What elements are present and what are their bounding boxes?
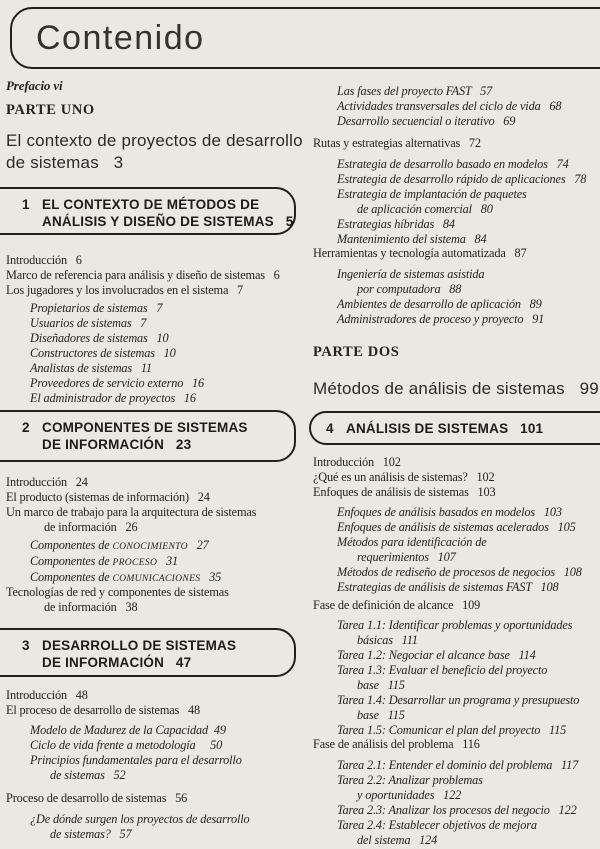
toc-line: Ingeniería de sistemas asistida: [337, 267, 485, 281]
toc-line: Componentes de CONOCIMIENTO 27: [30, 538, 209, 552]
toc-line: Tarea 1.5: Comunicar el plan del proyecto 115: [337, 723, 567, 737]
toc-group: [313, 157, 598, 247]
toc-line: de aplicación comercial 80: [357, 202, 493, 216]
chapter-number: 1: [22, 197, 30, 212]
toc-line: Propietarios de sistemas 7: [30, 301, 163, 315]
toc-line: Tarea 2.2: Analizar problemas: [337, 773, 483, 787]
toc-line: Tarea 2.4: Establecer objetivos de mejora: [337, 818, 537, 832]
part-label: [6, 103, 300, 118]
small-caps-term: COMUNICACIONES: [112, 573, 201, 584]
toc-line: Componentes de COMUNICACIONES 35: [30, 570, 222, 584]
toc-group: [6, 688, 300, 718]
toc-group: [313, 455, 598, 500]
toc-line: de información 26: [44, 520, 138, 534]
toc-group: [6, 723, 300, 783]
toc-line: Fase de definición de alcance 109: [313, 598, 481, 612]
toc-line: de información 38: [44, 600, 138, 614]
toc-line: Un marco de trabajo para la arquitectura de sistemas: [6, 505, 257, 519]
toc-line: Constructores de sistemas 10: [30, 346, 176, 360]
toc-line: Tarea 1.1: Identificar problemas y oportunidades: [337, 618, 573, 632]
chapter-heading: [0, 187, 296, 235]
toc-line: del sistema 124: [357, 833, 438, 847]
chapter-number: 4: [326, 421, 334, 436]
toc-line: Principios fundamentales para el desarrollo: [30, 753, 242, 767]
toc-line: Estrategias híbridas 84: [337, 217, 455, 231]
toc-line: Tarea 1.2: Negociar el alcance base 114: [337, 648, 536, 662]
toc-group: [313, 136, 598, 151]
chapter-title: [42, 637, 236, 671]
toc-group: [313, 618, 598, 738]
toc-line: Actividades transversales del ciclo de vida 68: [337, 99, 562, 113]
toc-group: [313, 246, 598, 261]
toc-line: Enfoques de análisis de sistemas acelerados 105: [337, 520, 576, 534]
toc-line: PARTE DOS: [313, 344, 400, 360]
toc-line: Mantenimiento del sistema 84: [337, 232, 487, 246]
toc-line: Estrategia de implantación de paquetes: [337, 187, 527, 201]
toc-group: [6, 585, 300, 615]
toc-line: PARTE UNO: [6, 102, 95, 118]
toc-line: Estrategia de desarrollo rápido de aplicaciones 78: [337, 172, 587, 186]
page-title: Contenido: [36, 19, 205, 57]
toc-line: El contexto de proyectos de desarrollo: [6, 131, 303, 150]
toc-line: Tecnologías de red y componentes de sistemas: [6, 585, 229, 599]
chapter-title-line: EL CONTEXTO DE MÉTODOS DE: [42, 197, 260, 212]
part-title: [6, 130, 303, 174]
part-title: [313, 378, 598, 400]
toc-line: Herramientas y tecnología automatizada 87: [313, 246, 527, 260]
toc-line: Tarea 1.3: Evaluar el beneficio del proyecto: [337, 663, 548, 677]
toc-group: [6, 475, 300, 535]
toc-column-left: [6, 0, 303, 849]
toc-line: Métodos para identificación de: [337, 535, 487, 549]
toc-group: [313, 737, 598, 752]
prefacio-entry: [6, 78, 300, 93]
chapter-number: 2: [22, 420, 30, 435]
toc-line: Tarea 2.1: Entender el dominio del problema 117: [337, 758, 579, 772]
toc-line: Rutas y estrategias alternativas 72: [313, 136, 481, 150]
toc-group: [313, 758, 598, 848]
toc-line: Proveedores de servicio externo 16: [30, 376, 204, 390]
toc-line: Métodos de análisis de sistemas 99: [313, 379, 599, 398]
toc-line: por computadora 88: [357, 282, 462, 296]
toc-line: base 115: [357, 678, 405, 692]
toc-line: Ciclo de vida frente a metodología 50: [30, 738, 223, 752]
toc-line: base 115: [357, 708, 405, 722]
toc-group: [6, 538, 300, 586]
chapter-heading: [309, 411, 600, 445]
small-caps-term: CONOCIMIENTO: [112, 541, 188, 552]
chapter-title-line: ANÁLISIS Y DISEÑO DE SISTEMAS 5: [42, 214, 294, 229]
toc-line: Modelo de Madurez de la Capacidad 49: [30, 723, 226, 737]
toc-line: Introducción 102: [313, 455, 401, 469]
toc-line: El administrador de proyectos 16: [30, 391, 196, 405]
chapter-title-line: DESARROLLO DE SISTEMAS: [42, 638, 237, 653]
toc-group: [313, 84, 598, 129]
toc-line: Enfoques de análisis de sistemas 103: [313, 485, 496, 499]
toc-line: básicas 111: [357, 633, 418, 647]
chapter-heading: [0, 410, 296, 462]
chapter-heading: [0, 628, 296, 677]
toc-line: Introducción 6: [6, 253, 82, 267]
toc-line: Estrategia de desarrollo basado en modelos 74: [337, 157, 569, 171]
chapter-title: [42, 419, 248, 453]
toc-group: [313, 505, 598, 595]
toc-group: [6, 301, 300, 406]
toc-line: Tarea 1.4: Desarrollar un programa y presupuesto: [337, 693, 580, 707]
toc-line: Diseñadores de sistemas 10: [30, 331, 169, 345]
toc-line: Introducción 24: [6, 475, 88, 489]
toc-line: Componentes de PROCESO 31: [30, 554, 178, 568]
toc-line: ¿Qué es un análisis de sistemas? 102: [313, 470, 495, 484]
toc-line: Fase de análisis del problema 116: [313, 737, 480, 751]
toc-group: [6, 791, 300, 806]
chapter-title-line: ANÁLISIS DE SISTEMAS 101: [346, 421, 544, 436]
toc-line: Introducción 48: [6, 688, 88, 702]
chapter-title: [346, 420, 543, 437]
toc-line: Prefacio vi: [6, 78, 63, 93]
toc-line: ¿De dónde surgen los proyectos de desarrollo: [30, 812, 250, 826]
toc-line: El proceso de desarrollo de sistemas 48: [6, 703, 200, 717]
toc-line: requerimientos 107: [357, 550, 456, 564]
small-caps-term: PROCESO: [112, 557, 158, 568]
toc-group: [6, 812, 300, 842]
toc-group: [6, 253, 300, 298]
part-label: [313, 345, 598, 360]
toc-line: de sistemas 52: [50, 768, 126, 782]
toc-line: Usuarios de sistemas 7: [30, 316, 147, 330]
chapter-number: 3: [22, 638, 30, 653]
toc-line: Enfoques de análisis basados en modelos 103: [337, 505, 562, 519]
toc-line: Tarea 2.3: Analizar los procesos del negocio 122: [337, 803, 577, 817]
toc-line: de sistemas? 57: [50, 827, 132, 841]
toc-line: y oportunidades 122: [357, 788, 462, 802]
toc-line: Proceso de desarrollo de sistemas 56: [6, 791, 188, 805]
toc-column-right: [313, 0, 598, 849]
toc-group: [313, 267, 598, 327]
toc-line: Marco de referencia para análisis y diseño de sistemas 6: [6, 268, 280, 282]
toc-line: El producto (sistemas de información) 24: [6, 490, 210, 504]
toc-group: [313, 598, 598, 613]
toc-line: Ambientes de desarrollo de aplicación 89: [337, 297, 542, 311]
toc-line: de sistemas 3: [6, 153, 124, 172]
toc-line: Analistas de sistemas 11: [30, 361, 152, 375]
chapter-title: [42, 196, 293, 230]
toc-line: Estrategias de análisis de sistemas FAST 108: [337, 580, 559, 594]
toc-line: Las fases del proyecto FAST 57: [337, 84, 493, 98]
toc-line: Administradores de proceso y proyecto 91: [337, 312, 545, 326]
toc-line: Métodos de rediseño de procesos de negocios 108: [337, 565, 582, 579]
chapter-title-line: DE INFORMACIÓN 47: [42, 655, 192, 670]
chapter-title-line: COMPONENTES DE SISTEMAS: [42, 420, 248, 435]
toc-line: Desarrollo secuencial o iterativo 69: [337, 114, 516, 128]
toc-line: Los jugadores y los involucrados en el sistema 7: [6, 283, 244, 297]
chapter-title-line: DE INFORMACIÓN 23: [42, 437, 192, 452]
